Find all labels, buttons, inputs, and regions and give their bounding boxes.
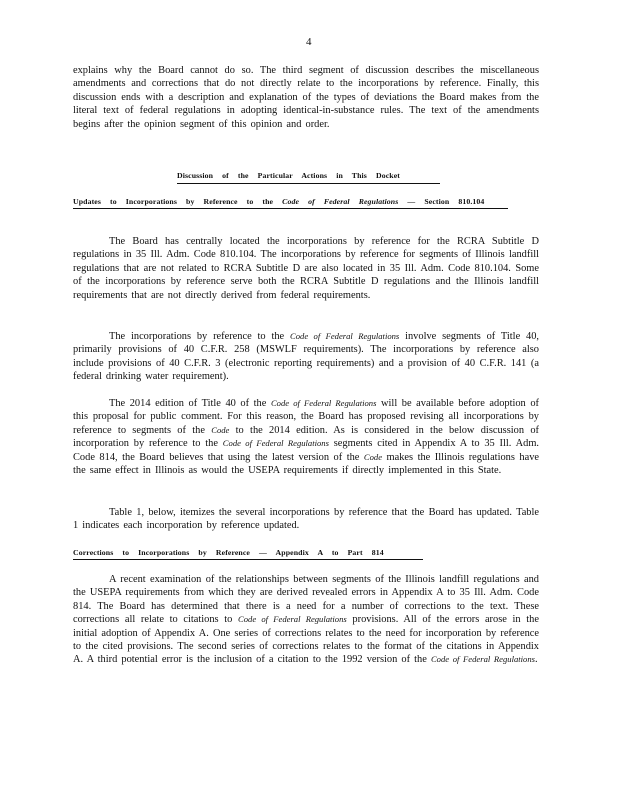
citation-cfr: Code of Federal Regulations (430, 654, 535, 665)
citation-cfr: Code of Federal Regulations (290, 331, 400, 341)
paragraph-2014-part-d: segments cited in Appendix A to 35 Ill. Adm. Code 814, the Board believes that using the latest version of the (73, 438, 539, 463)
citation-code: Code (363, 451, 383, 462)
paragraph-2014-part-b: will be available before adoption of this proposal for public comment. For this reason, the Board has proposed revising all incorporations by reference to segments of the (73, 398, 539, 436)
paragraph-2014-edition (73, 397, 539, 477)
heading-discussion-underline (177, 183, 440, 184)
page-number: 4 (306, 36, 312, 48)
intro-paragraph-text: explains why the Board cannot do so. The third segment of discussion describes the miscellaneous amendments and corrections that do not directly relate to the incorporations by reference. Finally, this discussion ends with a description and explanation of the types of deviations the Board makes from the literal text of federal regulations in adopting identical-in-substance rules. The text of the amendments begins after the opinion segment of this opinion and order. (73, 65, 539, 130)
heading-corrections: Corrections to Incorporations by Reference — Appendix A to Part 814 (73, 548, 384, 557)
paragraph-subtitle-d-text: The Board has centrally located the incorporations by reference for the RCRA Subtitle D regulations in 35 Ill. Adm. Code 810.104. The incorporations by reference for segments of Illinois landfill regulations that are not related to RCRA Subtitle D are also located in 35 Ill. Adm. Code 810.104. Some of the incorporations by reference serve both the RCRA Subtitle D regulations and the Illinois landfill requirements that are not directly derived from federal requirements. (73, 236, 539, 301)
paragraph-table-1 (73, 506, 539, 533)
paragraph-2014-part-e: makes the Illinois regulations have the same effect in Illinois as would the USEPA requirements if directly implemented in this State. (73, 451, 540, 477)
paragraph-corrections-part-b: provisions. All of the errors arose in the initial adoption of Appendix A. One series of corrections relates to the need for incorporation by reference to the cited provisions. The second series of corrections relates to the format of the citations in Appendix A. A third potential error is the inclusion of a citation to the 1992 version of the (73, 614, 539, 666)
heading-updates-part-c: — Section 810.104 (398, 197, 485, 206)
heading-corrections-underline (73, 559, 423, 560)
paragraph-corrections-part-c: . (534, 654, 538, 666)
citation-cfr: Code of Federal Regulations (238, 614, 347, 625)
paragraph-title-40-part-b: involve segments of Title 40, primarily provisions of 40 C.F.R. 258 (MSWLF requirements). The incorporations by reference also include provisions of 40 C.F.R. 3 (electronic reporting requirements) and a provision of 40 C.F.R. 141 (a federal drinking water requirement). (73, 331, 540, 383)
heading-updates (73, 197, 484, 206)
heading-updates-part-a: Updates to Incorporations by Reference to the (73, 197, 283, 206)
paragraph-2014-part-c: to the 2014 edition. As is considered in the below discussion of incorporation by reference to the (73, 424, 539, 450)
paragraph-corrections (73, 573, 539, 667)
paragraph-subtitle-d (73, 235, 539, 302)
paragraph-title-40 (73, 330, 539, 384)
heading-updates-underline (73, 208, 508, 209)
paragraph-title-40-part-a: The incorporations by reference to the (109, 331, 291, 342)
citation-cfr: Code of Federal Regulations (222, 438, 329, 449)
heading-discussion: Discussion of the Particular Actions in This Docket (177, 171, 400, 180)
citation-cfr: Code of Federal Regulations (270, 398, 377, 408)
intro-paragraph (73, 64, 539, 131)
heading-updates-cite: Code of Federal Regulations (282, 197, 399, 206)
citation-code: Code (211, 424, 230, 435)
paragraph-2014-part-a: The 2014 edition of Title 40 of the (109, 398, 271, 409)
paragraph-corrections-part-a: A recent examination of the relationships between segments of the Illinois landfill regulations and the USEPA requirements from which they are derived revealed errors in Appendix A to 35 Ill. Adm. Code 814. The Board has determined that there is a need for a number of corrections to the text. These corrections all relate to citations to (73, 574, 539, 626)
paragraph-table-1-text: Table 1, below, itemizes the several incorporations by reference that the Board has updated. Table 1 indicates each incorporation by reference updated. (73, 507, 539, 532)
